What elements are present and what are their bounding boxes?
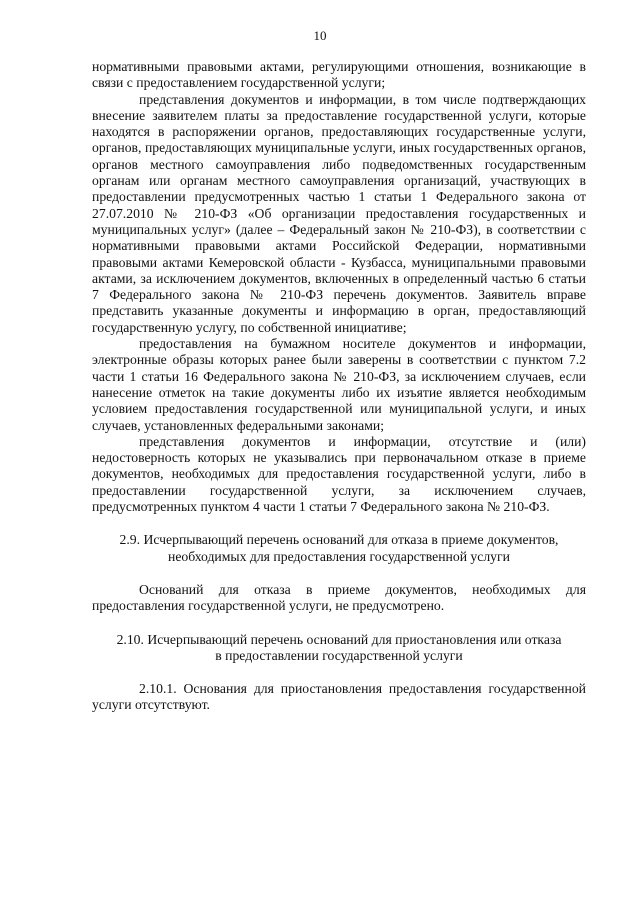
section-2-9-heading-line-1: 2.9. Исчерпывающий перечень оснований для отказа в приеме документов, <box>119 532 559 548</box>
spacer <box>92 664 586 681</box>
section-2-10-heading-line-2: в предоставлении государственной услуги <box>215 647 463 663</box>
spacer <box>92 565 586 582</box>
paragraph-paper-documents: предоставления на бумажном носителе документов и информации, электронные образы которых ранее были заверены в соответствии с пунктом 7.2 части 1 статьи 16 Федерального закона № 210-ФЗ, за исключением случаев, если нанесение отметок на такие документы либо их изъятие является необходимым условием предоставления государственной или муниципальной услуги, и иных случаев, установленных федеральными законами; <box>92 336 586 433</box>
section-2-9-heading-line-2: необходимых для предоставления государственной услуги <box>168 548 510 564</box>
document-body <box>92 59 586 714</box>
paragraph-documents-information: представления документов и информации, в том числе подтверждающих внесение заявителем платы за предоставление государственной услуги, которые находятся в распоряжении органов, предоставляющих государственные услуги, органов, предоставляющих муниципальные услуги, иных государственных органов, органов местного самоуправления либо подведомственных государственным органам или органам местного самоуправления организаций, участвующих в предоставлении предусмотренных частью 1 статьи 1 Федерального закона от 27.07.2010 № 210-ФЗ «Об организации предоставления государственных и муниципальных услуг» (далее – Федеральный закон № 210-ФЗ), в соответствии с нормативными правовыми актами Российской Федерации, нормативными правовыми актами Кемеровской области - Кузбасса, муниципальными правовыми актами, за исключением документов, включенных в определенный частью 6 статьи 7 Федерального закона № 210-ФЗ перечень документов. Заявитель вправе представить указанные документы и информацию в орган, предоставляющий государственную услугу, по собственной инициативе; <box>92 91 586 335</box>
spacer <box>92 615 586 632</box>
paragraph-continuation: нормативными правовыми актами, регулирующими отношения, возникающие в связи с предоставлением государственной услуги; <box>92 59 586 91</box>
section-2-10-1-body: 2.10.1. Основания для приостановления предоставления государственной услуги отсутствуют. <box>92 681 586 713</box>
section-2-9-body: Оснований для отказа в приеме документов, необходимых для предоставления государственной услуги, не предусмотрено. <box>92 581 586 614</box>
page-number: 10 <box>313 28 327 43</box>
paragraph-unreliable-documents: представления документов и информации, отсутствие и (или) недостоверность которых не указывались при первоначальном отказе в приеме документов, необходимых для предоставления государственной услуги, либо в предоставлении государственной услуги, за исключением случаев, предусмотренных пунктом 4 части 1 статьи 7 Федерального закона № 210-ФЗ. <box>92 433 586 515</box>
section-2-10-heading-line-1: 2.10. Исчерпывающий перечень оснований для приостановления или отказа <box>116 631 562 647</box>
spacer <box>92 515 586 532</box>
